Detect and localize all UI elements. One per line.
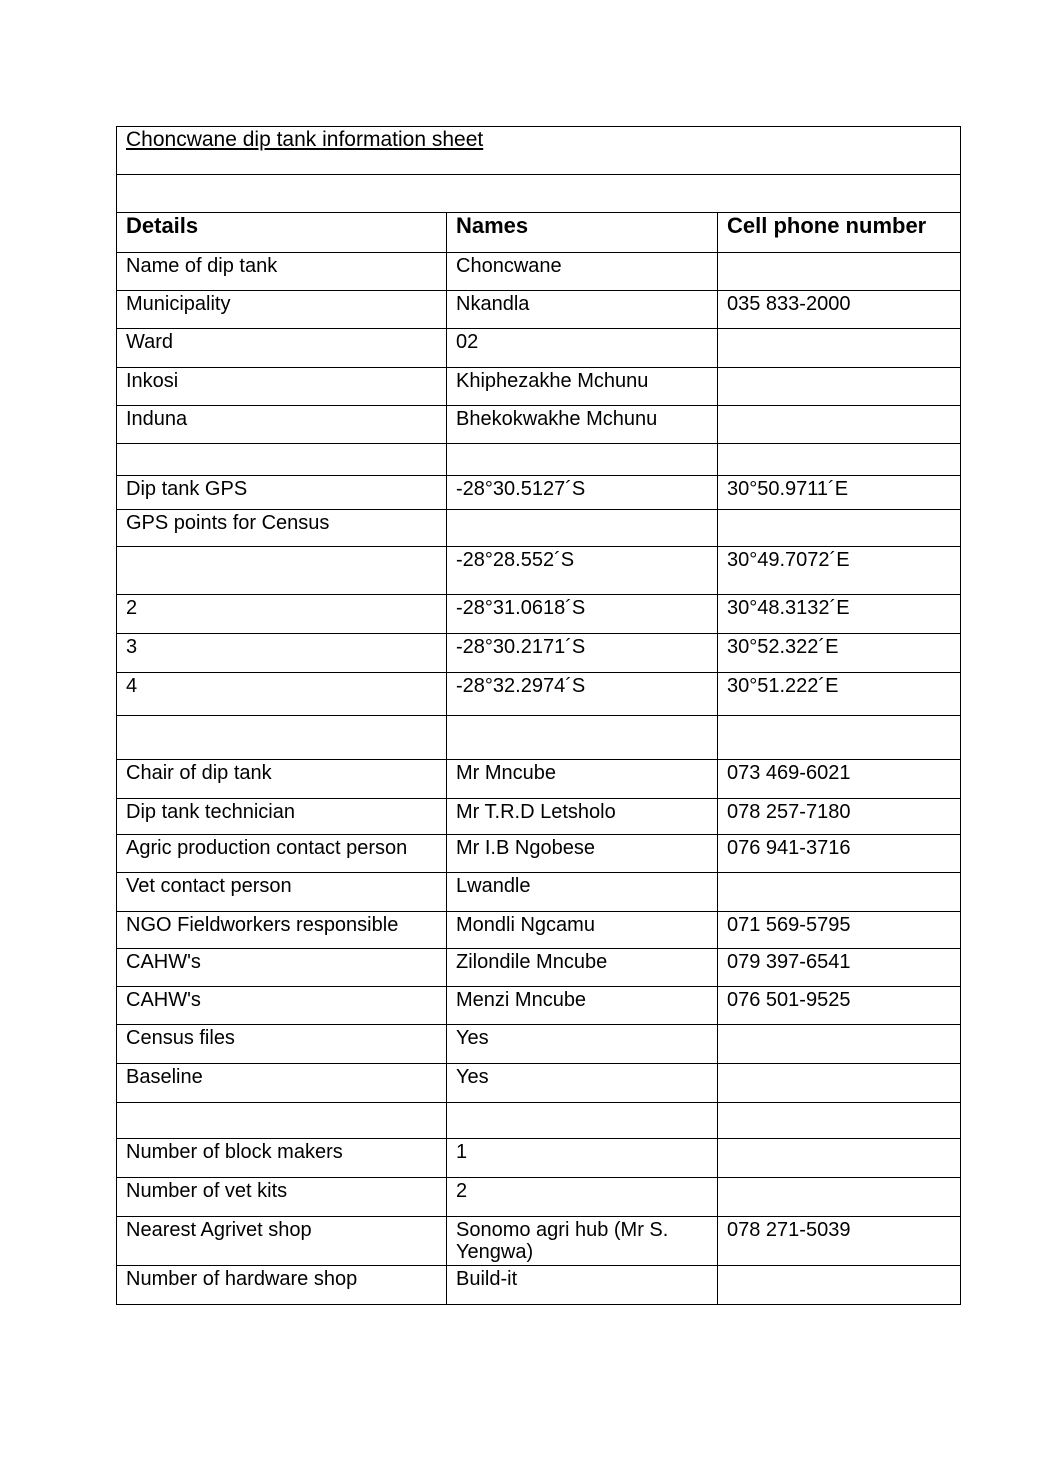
cell-detail (117, 1103, 447, 1139)
cell-phone: 30°52.322´E (718, 634, 961, 673)
cell-detail: 4 (117, 673, 447, 716)
cell-phone (718, 368, 961, 406)
cell-phone (718, 1178, 961, 1217)
cell-phone (718, 716, 961, 760)
cell-phone (718, 1139, 961, 1178)
cell-name: Yes (447, 1064, 718, 1103)
table-row (117, 1178, 961, 1217)
table-row (117, 912, 961, 949)
table-row (117, 1025, 961, 1064)
cell-name: -28°30.2171´S (447, 634, 718, 673)
cell-name: Choncwane (447, 253, 718, 291)
cell-phone: 30°49.7072´E (718, 547, 961, 595)
cell-name: Mr Mncube (447, 760, 718, 799)
cell-detail: Dip tank technician (117, 799, 447, 835)
table-row (117, 949, 961, 987)
cell-name: Zilondile Mncube (447, 949, 718, 987)
cell-phone: 076 501-9525 (718, 987, 961, 1025)
table-row (117, 595, 961, 634)
cell-detail: GPS points for Census (117, 510, 447, 547)
cell-phone (718, 1064, 961, 1103)
cell-phone: 078 271-5039 (718, 1217, 961, 1266)
dip-tank-info-table (116, 126, 961, 1305)
cell-detail: Baseline (117, 1064, 447, 1103)
cell-phone: 079 397-6541 (718, 949, 961, 987)
cell-name: -28°30.5127´S (447, 476, 718, 510)
table-row (117, 987, 961, 1025)
cell-name (447, 1103, 718, 1139)
cell-name: Mr T.R.D Letsholo (447, 799, 718, 835)
spacer-cell (117, 175, 961, 213)
cell-name: Yes (447, 1025, 718, 1064)
table-row (117, 476, 961, 510)
table-row (117, 1064, 961, 1103)
cell-detail: Number of hardware shop (117, 1266, 447, 1305)
cell-name: Nkandla (447, 291, 718, 329)
cell-phone: 035 833-2000 (718, 291, 961, 329)
table-row (117, 634, 961, 673)
table-row (117, 835, 961, 873)
cell-detail: NGO Fieldworkers responsible (117, 912, 447, 949)
header-row (117, 213, 961, 253)
cell-detail: Agric production contact person (117, 835, 447, 873)
cell-name: Sonomo agri hub (Mr S. Yengwa) (447, 1217, 718, 1266)
cell-phone: 30°48.3132´E (718, 595, 961, 634)
cell-name: Menzi Mncube (447, 987, 718, 1025)
cell-detail: Nearest Agrivet shop (117, 1217, 447, 1266)
cell-phone (718, 1025, 961, 1064)
title-cell (117, 127, 961, 175)
cell-detail: Name of dip tank (117, 253, 447, 291)
cell-phone (718, 1266, 961, 1305)
cell-detail: CAHW's (117, 949, 447, 987)
cell-phone (718, 253, 961, 291)
cell-phone: 30°51.222´E (718, 673, 961, 716)
table-row (117, 1266, 961, 1305)
cell-phone (718, 1103, 961, 1139)
title-row (117, 127, 961, 175)
cell-name: 02 (447, 329, 718, 368)
table-row (117, 873, 961, 912)
cell-name: -28°28.552´S (447, 547, 718, 595)
cell-detail: Inkosi (117, 368, 447, 406)
table-row (117, 510, 961, 547)
cell-name (447, 510, 718, 547)
cell-detail (117, 547, 447, 595)
cell-phone: 078 257-7180 (718, 799, 961, 835)
table-row (117, 1139, 961, 1178)
cell-name: 1 (447, 1139, 718, 1178)
cell-detail (117, 716, 447, 760)
cell-phone: 076 941-3716 (718, 835, 961, 873)
cell-name (447, 444, 718, 476)
cell-phone (718, 873, 961, 912)
cell-detail: 3 (117, 634, 447, 673)
cell-detail: Number of block makers (117, 1139, 447, 1178)
cell-name (447, 716, 718, 760)
header-cell-phone: Cell phone number (718, 213, 961, 253)
header-names: Names (447, 213, 718, 253)
cell-detail: Induna (117, 406, 447, 444)
spacer-row (117, 175, 961, 213)
table-row (117, 329, 961, 368)
table-row (117, 444, 961, 476)
cell-detail: Ward (117, 329, 447, 368)
cell-detail (117, 444, 447, 476)
cell-phone (718, 444, 961, 476)
cell-name: Build-it (447, 1266, 718, 1305)
cell-detail: Dip tank GPS (117, 476, 447, 510)
table-row (117, 291, 961, 329)
table-row (117, 760, 961, 799)
cell-phone (718, 510, 961, 547)
header-details: Details (117, 213, 447, 253)
cell-detail: 2 (117, 595, 447, 634)
cell-detail: Number of vet kits (117, 1178, 447, 1217)
cell-name: -28°32.2974´S (447, 673, 718, 716)
cell-phone: 30°50.9711´E (718, 476, 961, 510)
cell-detail: Municipality (117, 291, 447, 329)
table-row (117, 799, 961, 835)
table-row (117, 547, 961, 595)
cell-detail: Vet contact person (117, 873, 447, 912)
table-row (117, 253, 961, 291)
cell-detail: CAHW's (117, 987, 447, 1025)
cell-detail: Census files (117, 1025, 447, 1064)
table-row (117, 716, 961, 760)
table-row (117, 368, 961, 406)
cell-detail: Chair of dip tank (117, 760, 447, 799)
cell-name: Mondli Ngcamu (447, 912, 718, 949)
table-row (117, 1103, 961, 1139)
cell-name: -28°31.0618´S (447, 595, 718, 634)
cell-phone (718, 329, 961, 368)
table-row (117, 1217, 961, 1266)
sheet-title: Choncwane dip tank information sheet (126, 128, 484, 151)
cell-name: Lwandle (447, 873, 718, 912)
cell-phone (718, 406, 961, 444)
table-row (117, 406, 961, 444)
cell-name: Khiphezakhe Mchunu (447, 368, 718, 406)
cell-name: Bhekokwakhe Mchunu (447, 406, 718, 444)
cell-name: Mr I.B Ngobese (447, 835, 718, 873)
cell-name: 2 (447, 1178, 718, 1217)
table-body (117, 253, 961, 1305)
table-row (117, 673, 961, 716)
cell-phone: 071 569-5795 (718, 912, 961, 949)
cell-phone: 073 469-6021 (718, 760, 961, 799)
